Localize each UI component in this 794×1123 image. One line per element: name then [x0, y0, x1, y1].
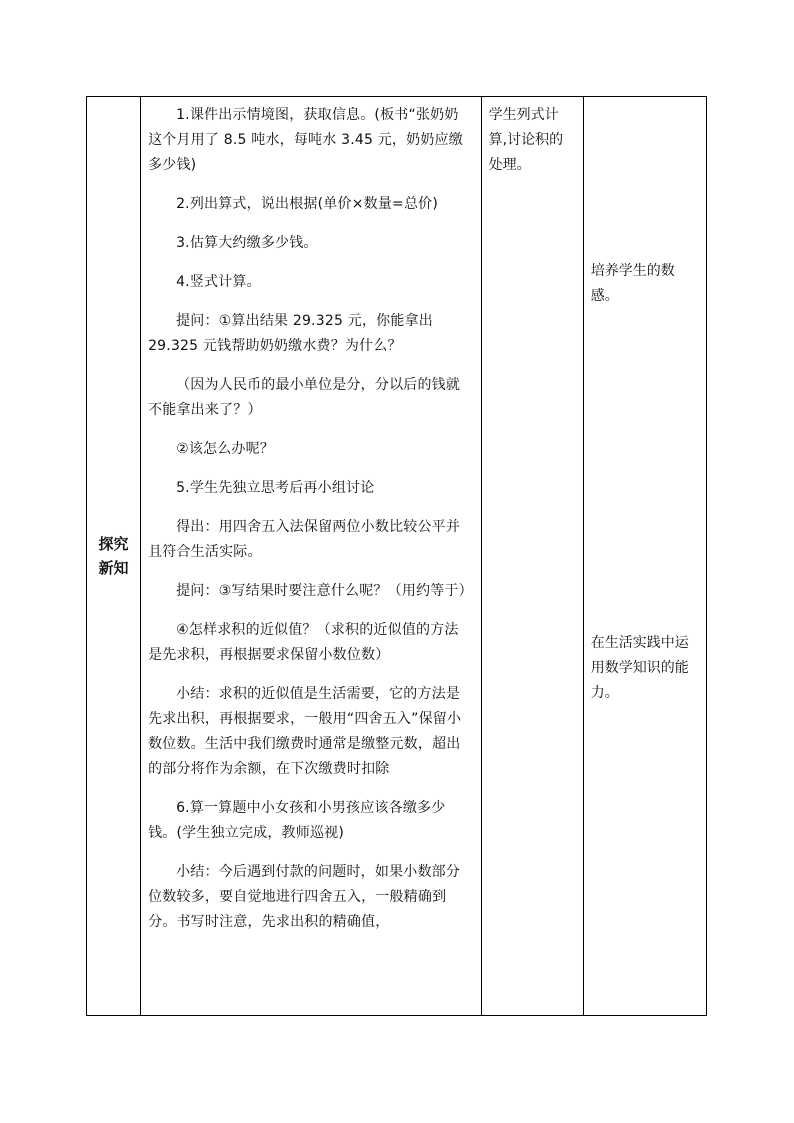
- teacher-step: 3.估算大约缴多少钱。: [176, 235, 318, 251]
- student-activity-text: 学生列式计算,讨论积的处理。: [488, 107, 564, 173]
- teacher-step: 得出：用四舍五入法保留两位小数比较公平并且符合生活实际。: [148, 519, 461, 560]
- lesson-plan-table: [86, 96, 707, 1016]
- stage-label-cell: [87, 97, 141, 1016]
- stage-label-line: 新知: [98, 559, 129, 577]
- teacher-step: ④怎样求积的近似值？（求积的近似值的方法是先求积，再根据要求保留小数位数）: [148, 622, 459, 663]
- table-row: [87, 97, 707, 1016]
- teacher-step: 2.列出算式，说出根据(单价×数量=总价): [176, 196, 439, 212]
- teacher-step: 提问：①算出结果 29.325 元，你能拿出 29.325 元钱帮助奶奶缴水费？为什么？: [148, 313, 433, 354]
- stage-label-line: 探究: [98, 535, 129, 553]
- teacher-activity-cell: [141, 97, 482, 1016]
- student-activity-cell: [481, 97, 583, 1016]
- teacher-step: 4.竖式计算。: [176, 274, 261, 290]
- teacher-step: （因为人民币的最小单位是分，分以后的钱就不能拿出来了？）: [148, 377, 461, 418]
- teacher-step: 小结：今后遇到付款的问题时，如果小数部分位数较多，要自觉地进行四舍五入，一般精确到分。书写时注意，先求出积的精确值，: [148, 864, 461, 930]
- teacher-step: 小结：求积的近似值是生活需要，它的方法是先求出积，再根据要求，一般用“四舍五入”保留小数位数。生活中我们缴费时通常是缴整元数，超出的部分将作为余额，在下次缴费时扣除: [148, 686, 462, 777]
- teacher-step: ②该怎么办呢？: [176, 441, 275, 457]
- design-intent-text: 在生活实践中运用数学知识的能力。: [590, 635, 689, 701]
- teacher-step: 6.算一算题中小女孩和小男孩应该各缴多少钱。(学生独立完成，教师巡视): [148, 800, 446, 841]
- teacher-step: 1.课件出示情境图，获取信息。(板书“张奶奶这个月用了 8.5 吨水，每吨水 3.45 元，奶奶应缴多少钱): [148, 107, 463, 173]
- design-intent-cell: [583, 97, 706, 1016]
- teacher-step: 提问：③写结果时要注意什么呢？（用约等于）: [176, 583, 473, 599]
- teacher-step: 5.学生先独立思考后再小组讨论: [176, 480, 375, 496]
- design-intent-text: 培养学生的数感。: [590, 263, 675, 304]
